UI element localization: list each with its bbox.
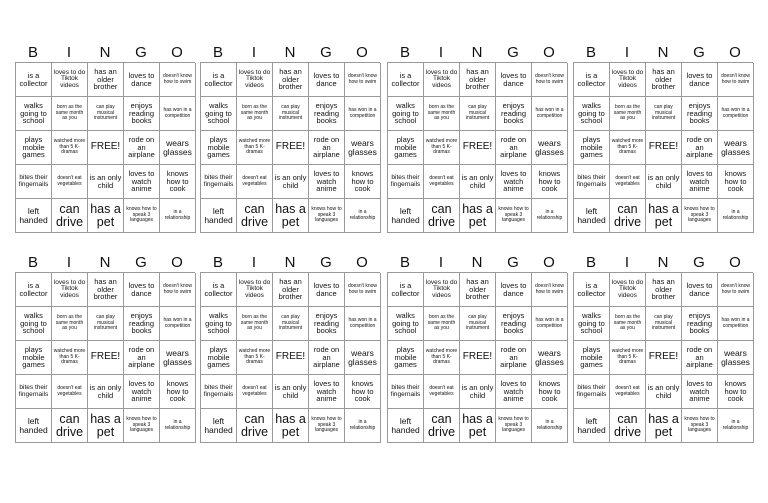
bingo-cell: doesn't know how to swim (718, 273, 754, 307)
free-space-cell: FREE! (646, 131, 682, 165)
bingo-cell: can drive (610, 199, 646, 233)
bingo-cell: has an older brother (646, 63, 682, 97)
bingo-cell: has won in a competition (532, 307, 568, 341)
bingo-cell: can drive (424, 409, 460, 443)
bingo-grid (200, 272, 380, 443)
bingo-cell: has won in a competition (532, 97, 568, 131)
bingo-cell: loves to watch anime (682, 375, 718, 409)
bingo-cell: knows how to cook (345, 165, 381, 199)
bingo-letter: I (251, 44, 257, 61)
bingo-header (200, 254, 380, 272)
bingo-cell: has an older brother (460, 273, 496, 307)
bingo-cell: doesn't eat vegetables (610, 375, 646, 409)
bingo-letter: N (99, 44, 111, 61)
bingo-cell: in a relationship (532, 199, 568, 233)
bingo-cell: doesn't eat vegetables (237, 375, 273, 409)
bingo-cell: watched more than 5 K-dramas (610, 131, 646, 165)
bingo-cell: in a relationship (345, 199, 381, 233)
bingo-cell: is a collector (388, 273, 424, 307)
bingo-cell: plays mobile games (574, 341, 610, 375)
bingo-cell: is a collector (16, 63, 52, 97)
bingo-cell: doesn't know how to swim (532, 273, 568, 307)
bingo-letter: N (284, 254, 296, 271)
bingo-cell: loves to dance (682, 63, 718, 97)
bingo-cell: wears glasses (718, 341, 754, 375)
bingo-cell: doesn't eat vegetables (424, 375, 460, 409)
bingo-cell: bites their fingernails (16, 375, 52, 409)
bingo-cell: in a relationship (718, 409, 754, 443)
bingo-cell: is an only child (273, 375, 309, 409)
bingo-cell: rode on an airplane (496, 131, 532, 165)
bingo-grid (387, 62, 567, 233)
bingo-cell: knows how to speak 3 languages (496, 409, 532, 443)
bingo-cell: is an only child (88, 375, 124, 409)
bingo-cell: watched more than 5 K-dramas (237, 341, 273, 375)
bingo-cell: born as the same month as you (610, 97, 646, 131)
bingo-cell: rode on an airplane (124, 341, 160, 375)
bingo-letter: I (66, 44, 72, 61)
bingo-cell: in a relationship (718, 199, 754, 233)
bingo-cell: doesn't know how to swim (718, 63, 754, 97)
bingo-cell: wears glasses (718, 131, 754, 165)
bingo-cell: doesn't know how to swim (345, 273, 381, 307)
bingo-cell: has a pet (460, 199, 496, 233)
bingo-grid (387, 272, 567, 443)
bingo-cell: wears glasses (345, 341, 381, 375)
bingo-cell: wears glasses (160, 131, 196, 165)
bingo-cell: can drive (610, 409, 646, 443)
bingo-cell: is an only child (460, 165, 496, 199)
bingo-header (573, 44, 753, 62)
bingo-cell: loves to watch anime (682, 165, 718, 199)
bingo-cell: knows how to cook (532, 375, 568, 409)
bingo-letter: N (99, 254, 111, 271)
bingo-cell: wears glasses (532, 341, 568, 375)
bingo-cell: has an older brother (273, 273, 309, 307)
bingo-cell: loves to dance (124, 63, 160, 97)
bingo-cell: knows how to cook (532, 165, 568, 199)
bingo-cell: rode on an airplane (309, 341, 345, 375)
bingo-letter: I (251, 254, 257, 271)
bingo-cell: has a pet (646, 199, 682, 233)
bingo-cell: born as the same month as you (237, 97, 273, 131)
bingo-cell: knows how to cook (160, 375, 196, 409)
bingo-cell: can play musical instrument (273, 307, 309, 341)
bingo-cell: bites their fingernails (574, 375, 610, 409)
bingo-grid (200, 62, 380, 233)
bingo-cell: enjoys reading books (124, 307, 160, 341)
bingo-letter: I (624, 254, 630, 271)
bingo-cell: has won in a competition (718, 307, 754, 341)
bingo-cell: loves to dance (496, 63, 532, 97)
bingo-letter: G (507, 254, 519, 271)
bingo-cell: is an only child (646, 375, 682, 409)
bingo-cell: plays mobile games (574, 131, 610, 165)
bingo-cell: doesn't know how to swim (345, 63, 381, 97)
bingo-letter: N (284, 44, 296, 61)
bingo-cell: is an only child (460, 375, 496, 409)
bingo-letter: G (135, 254, 147, 271)
bingo-grid (15, 62, 195, 233)
bingo-cell: born as the same month as you (237, 307, 273, 341)
bingo-cell: born as the same month as you (52, 97, 88, 131)
bingo-cell: born as the same month as you (52, 307, 88, 341)
bingo-card (573, 254, 753, 443)
bingo-cell: knows how to speak 3 languages (124, 409, 160, 443)
bingo-cell: plays mobile games (16, 131, 52, 165)
bingo-grid (573, 62, 753, 233)
bingo-cell: wears glasses (532, 131, 568, 165)
bingo-cell: doesn't eat vegetables (237, 165, 273, 199)
bingo-cell: loves to dance (124, 273, 160, 307)
bingo-letter: I (438, 254, 444, 271)
bingo-cell: walks going to school (574, 97, 610, 131)
bingo-cell: left handed (574, 409, 610, 443)
bingo-cell: loves to watch anime (124, 375, 160, 409)
bingo-grid (573, 272, 753, 443)
bingo-cell: loves to dance (496, 273, 532, 307)
bingo-letter: O (543, 44, 555, 61)
bingo-letter: B (399, 254, 410, 271)
bingo-cell: loves to do Tiktok videos (52, 273, 88, 307)
bingo-letter: I (438, 44, 444, 61)
bingo-cell: enjoys reading books (496, 97, 532, 131)
bingo-cell: rode on an airplane (682, 131, 718, 165)
bingo-cell: walks going to school (201, 97, 237, 131)
bingo-cell: watched more than 5 K-dramas (610, 341, 646, 375)
bingo-cell: watched more than 5 K-dramas (52, 131, 88, 165)
bingo-cell: loves to do Tiktok videos (610, 63, 646, 97)
bingo-letter: G (135, 44, 147, 61)
bingo-cell: enjoys reading books (124, 97, 160, 131)
bingo-letter: N (657, 254, 669, 271)
bingo-letter: I (66, 254, 72, 271)
bingo-letter: O (543, 254, 555, 271)
bingo-cell: has won in a competition (345, 97, 381, 131)
bingo-header (387, 254, 567, 272)
bingo-cell: has an older brother (88, 63, 124, 97)
bingo-cell: has a pet (273, 199, 309, 233)
bingo-cell: knows how to speak 3 languages (309, 409, 345, 443)
bingo-cell: knows how to cook (718, 165, 754, 199)
bingo-cell: loves to watch anime (309, 165, 345, 199)
bingo-card (15, 44, 195, 233)
bingo-cell: has an older brother (88, 273, 124, 307)
bingo-header (387, 44, 567, 62)
bingo-cell: knows how to speak 3 languages (682, 409, 718, 443)
bingo-cell: loves to do Tiktok videos (424, 273, 460, 307)
bingo-cell: is an only child (646, 165, 682, 199)
bingo-cell: knows how to cook (718, 375, 754, 409)
bingo-cell: knows how to speak 3 languages (309, 199, 345, 233)
bingo-cell: watched more than 5 K-dramas (52, 341, 88, 375)
bingo-cell: walks going to school (201, 307, 237, 341)
bingo-letter: O (356, 254, 368, 271)
bingo-card (387, 254, 567, 443)
bingo-header (200, 44, 380, 62)
bingo-cell: walks going to school (388, 307, 424, 341)
bingo-cell: doesn't eat vegetables (424, 165, 460, 199)
bingo-cell: enjoys reading books (496, 307, 532, 341)
bingo-cell: knows how to speak 3 languages (124, 199, 160, 233)
bingo-cell: walks going to school (574, 307, 610, 341)
bingo-cell: in a relationship (532, 409, 568, 443)
bingo-card (200, 254, 380, 443)
bingo-cell: left handed (16, 409, 52, 443)
bingo-cell: loves to watch anime (496, 165, 532, 199)
bingo-cell: loves to do Tiktok videos (237, 63, 273, 97)
bingo-cell: in a relationship (345, 409, 381, 443)
bingo-letter: B (212, 254, 223, 271)
bingo-cell: born as the same month as you (424, 97, 460, 131)
bingo-cell: in a relationship (160, 199, 196, 233)
bingo-cell: loves to dance (309, 273, 345, 307)
bingo-cell: loves to do Tiktok videos (52, 63, 88, 97)
bingo-header (15, 254, 195, 272)
bingo-cell: is a collector (388, 63, 424, 97)
bingo-cell: can drive (52, 409, 88, 443)
bingo-cell: rode on an airplane (682, 341, 718, 375)
bingo-cell: has a pet (273, 409, 309, 443)
bingo-cell: plays mobile games (201, 341, 237, 375)
bingo-cell: watched more than 5 K-dramas (424, 131, 460, 165)
free-space-cell: FREE! (88, 341, 124, 375)
bingo-cell: has an older brother (273, 63, 309, 97)
bingo-cell: can drive (237, 409, 273, 443)
bingo-letter: N (471, 44, 483, 61)
bingo-cell: doesn't know how to swim (160, 273, 196, 307)
bingo-cell: left handed (201, 409, 237, 443)
bingo-cell: enjoys reading books (309, 97, 345, 131)
bingo-cell: loves to watch anime (124, 165, 160, 199)
bingo-cell: enjoys reading books (682, 97, 718, 131)
bingo-cell: doesn't know how to swim (160, 63, 196, 97)
free-space-cell: FREE! (273, 131, 309, 165)
bingo-cell: doesn't eat vegetables (52, 165, 88, 199)
bingo-cell: has a pet (88, 409, 124, 443)
bingo-cell: bites their fingernails (201, 165, 237, 199)
bingo-cell: born as the same month as you (424, 307, 460, 341)
bingo-cell: has a pet (646, 409, 682, 443)
bingo-cell: is an only child (273, 165, 309, 199)
bingo-cell: is a collector (201, 63, 237, 97)
bingo-cell: born as the same month as you (610, 307, 646, 341)
bingo-letter: B (585, 44, 596, 61)
bingo-letter: O (729, 254, 741, 271)
bingo-card (200, 44, 380, 233)
bingo-cell: bites their fingernails (574, 165, 610, 199)
bingo-cell: can play musical instrument (460, 307, 496, 341)
bingo-cell: is a collector (201, 273, 237, 307)
bingo-cell: rode on an airplane (309, 131, 345, 165)
bingo-cell: left handed (574, 199, 610, 233)
bingo-cell: knows how to cook (345, 375, 381, 409)
bingo-cell: rode on an airplane (124, 131, 160, 165)
bingo-cell: plays mobile games (16, 341, 52, 375)
free-space-cell: FREE! (646, 341, 682, 375)
bingo-cell: can play musical instrument (88, 307, 124, 341)
free-space-cell: FREE! (460, 131, 496, 165)
bingo-letter: B (27, 254, 38, 271)
bingo-cell: bites their fingernails (16, 165, 52, 199)
bingo-cell: can play musical instrument (88, 97, 124, 131)
bingo-cell: left handed (201, 199, 237, 233)
bingo-letter: G (320, 44, 332, 61)
bingo-cell: is an only child (88, 165, 124, 199)
bingo-cell: plays mobile games (388, 341, 424, 375)
free-space-cell: FREE! (273, 341, 309, 375)
bingo-cell: enjoys reading books (682, 307, 718, 341)
bingo-card (15, 254, 195, 443)
bingo-letter: O (171, 44, 183, 61)
bingo-cell: left handed (388, 409, 424, 443)
bingo-letter: N (657, 44, 669, 61)
bingo-cell: has a pet (460, 409, 496, 443)
bingo-cell: can play musical instrument (646, 97, 682, 131)
bingo-letter: G (693, 254, 705, 271)
bingo-cell: loves to do Tiktok videos (424, 63, 460, 97)
bingo-header (15, 44, 195, 62)
bingo-cell: is a collector (16, 273, 52, 307)
bingo-cell: has won in a competition (160, 307, 196, 341)
bingo-cell: left handed (16, 199, 52, 233)
bingo-cell: has won in a competition (160, 97, 196, 131)
bingo-cell: can play musical instrument (460, 97, 496, 131)
bingo-cell: bites their fingernails (388, 375, 424, 409)
bingo-letter: G (320, 254, 332, 271)
bingo-cell: can drive (424, 199, 460, 233)
free-space-cell: FREE! (88, 131, 124, 165)
bingo-cell: can play musical instrument (646, 307, 682, 341)
bingo-letter: G (693, 44, 705, 61)
bingo-cell: is a collector (574, 273, 610, 307)
bingo-letter: B (212, 44, 223, 61)
bingo-cell: doesn't eat vegetables (610, 165, 646, 199)
bingo-cell: has won in a competition (345, 307, 381, 341)
bingo-cell: plays mobile games (388, 131, 424, 165)
bingo-cell: has a pet (88, 199, 124, 233)
bingo-cell: bites their fingernails (388, 165, 424, 199)
bingo-cell: has an older brother (646, 273, 682, 307)
bingo-cell: doesn't eat vegetables (52, 375, 88, 409)
bingo-cell: knows how to cook (160, 165, 196, 199)
bingo-cell: loves to do Tiktok videos (610, 273, 646, 307)
free-space-cell: FREE! (460, 341, 496, 375)
bingo-cell: left handed (388, 199, 424, 233)
bingo-cell: walks going to school (388, 97, 424, 131)
bingo-letter: G (507, 44, 519, 61)
bingo-cell: rode on an airplane (496, 341, 532, 375)
bingo-cell: loves to watch anime (309, 375, 345, 409)
bingo-cell: wears glasses (345, 131, 381, 165)
bingo-card (573, 44, 753, 233)
bingo-cell: can play musical instrument (273, 97, 309, 131)
bingo-cell: loves to dance (682, 273, 718, 307)
bingo-cell: in a relationship (160, 409, 196, 443)
bingo-letter: B (27, 44, 38, 61)
bingo-cell: loves to dance (309, 63, 345, 97)
bingo-cell: watched more than 5 K-dramas (237, 131, 273, 165)
bingo-cell: loves to watch anime (496, 375, 532, 409)
bingo-header (573, 254, 753, 272)
bingo-cell: knows how to speak 3 languages (682, 199, 718, 233)
bingo-letter: O (171, 254, 183, 271)
bingo-letter: I (624, 44, 630, 61)
bingo-cell: watched more than 5 K-dramas (424, 341, 460, 375)
bingo-cell: walks going to school (16, 97, 52, 131)
bingo-card (387, 44, 567, 233)
bingo-letter: O (729, 44, 741, 61)
bingo-letter: O (356, 44, 368, 61)
bingo-cell: can drive (52, 199, 88, 233)
bingo-cell: bites their fingernails (201, 375, 237, 409)
bingo-cell: plays mobile games (201, 131, 237, 165)
bingo-cell: can drive (237, 199, 273, 233)
bingo-cell: knows how to speak 3 languages (496, 199, 532, 233)
bingo-cell: has an older brother (460, 63, 496, 97)
bingo-letter: N (471, 254, 483, 271)
bingo-cell: has won in a competition (718, 97, 754, 131)
bingo-grid (15, 272, 195, 443)
bingo-letter: B (399, 44, 410, 61)
bingo-cell: walks going to school (16, 307, 52, 341)
bingo-cell: wears glasses (160, 341, 196, 375)
bingo-cell: enjoys reading books (309, 307, 345, 341)
bingo-letter: B (585, 254, 596, 271)
bingo-cell: loves to do Tiktok videos (237, 273, 273, 307)
bingo-cell: doesn't know how to swim (532, 63, 568, 97)
bingo-cell: is a collector (574, 63, 610, 97)
